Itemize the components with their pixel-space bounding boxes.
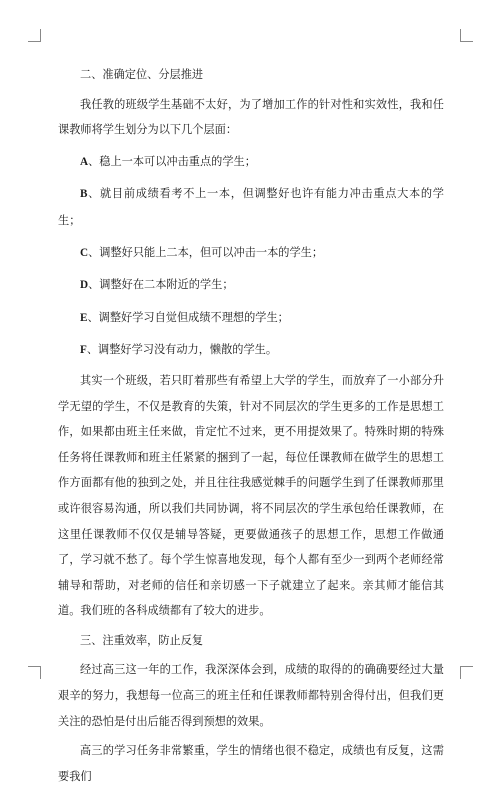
crop-mark-bottom-left [28, 666, 41, 679]
crop-mark-top-right [460, 29, 473, 42]
list-item-text: 、调整好只能上二本，但可以冲击一本的学生； [88, 245, 324, 259]
list-item-letter: F [80, 344, 87, 357]
list-item-letter: A [80, 155, 89, 168]
paragraph: 经过高三这一年的工作，我深深体会到，成绩的取得的的确确要经过大量艰辛的努力，我想每一位高三的班主任和任课教师都特别舍得付出，但我们更关注的恐怕是付出后能否得到预想的效果。 [58, 663, 444, 728]
list-item [58, 305, 444, 332]
list-item-text: 、调整好在二本附近的学生； [88, 278, 234, 292]
list-item-letter: C [80, 246, 89, 259]
list-item-letter: E [80, 311, 88, 324]
list-item [58, 240, 444, 267]
document-body [58, 62, 444, 789]
list-item-text: 、就目前成绩看考不上一本，但调整好也许有能力冲击重点大本的学生； [58, 187, 444, 227]
section-heading: 二、准确定位、分层推进 [80, 68, 204, 81]
crop-mark-bottom-right [460, 666, 473, 679]
paragraph: 其实一个班级，若只盯着那些有希望上大学的学生，而放弃了一小部分升学无望的学生，不仅是教育的失策，针对不同层次的学生更多的工作是思想工作，如果都由班主任来做，肯定忙不过来，更不用提效果了。特殊时期的特殊任务将任课教师和班主任紧紧的捆到了一起，每位任课教师在做学生的思想工作方面都有他的独到之处，并且往往我感觉棘手的问题学生到了任课教师那里或许很容易沟通，所以我们共同协调，将不同层次的学生承包给任课教师，在这里任课教师不仅仅是辅导答疑，更要做通孩子的思想工作，思想工作做通了，学习就不愁了。每个学生惊喜地发现，每个人都有至少一到两个老师经常辅导和帮助，对老师的信任和亲切感一下子就建立了起来。亲其师才能信其道。我们班的各科成绩都有了较大的进步。 [58, 373, 444, 618]
list-item-letter: D [80, 279, 89, 292]
list-item [58, 337, 444, 364]
crop-mark-top-left [28, 29, 41, 42]
list-item-letter: B [80, 188, 88, 201]
list-item-text: 、稳上一本可以冲击重点的学生； [88, 154, 256, 168]
section-heading: 三、注重效率，防止反复 [80, 633, 204, 647]
paragraph: 我任教的班级学生基础不太好，为了增加工作的针对性和实效性，我和任课教师将学生划分为以下几个层面： [58, 97, 444, 137]
list-item [58, 272, 444, 299]
list-item-text: 、调整好学习自觉但成绩不理想的学生； [87, 310, 289, 324]
paragraph: 高三的学习任务非常繁重，学生的情绪也很不稳定，成绩也有反复，这需要我们 [58, 744, 444, 783]
list-item-text: 、调整好学习没有动力，懒散的学生。 [86, 343, 278, 357]
list-item [58, 149, 444, 176]
list-item [58, 181, 444, 233]
